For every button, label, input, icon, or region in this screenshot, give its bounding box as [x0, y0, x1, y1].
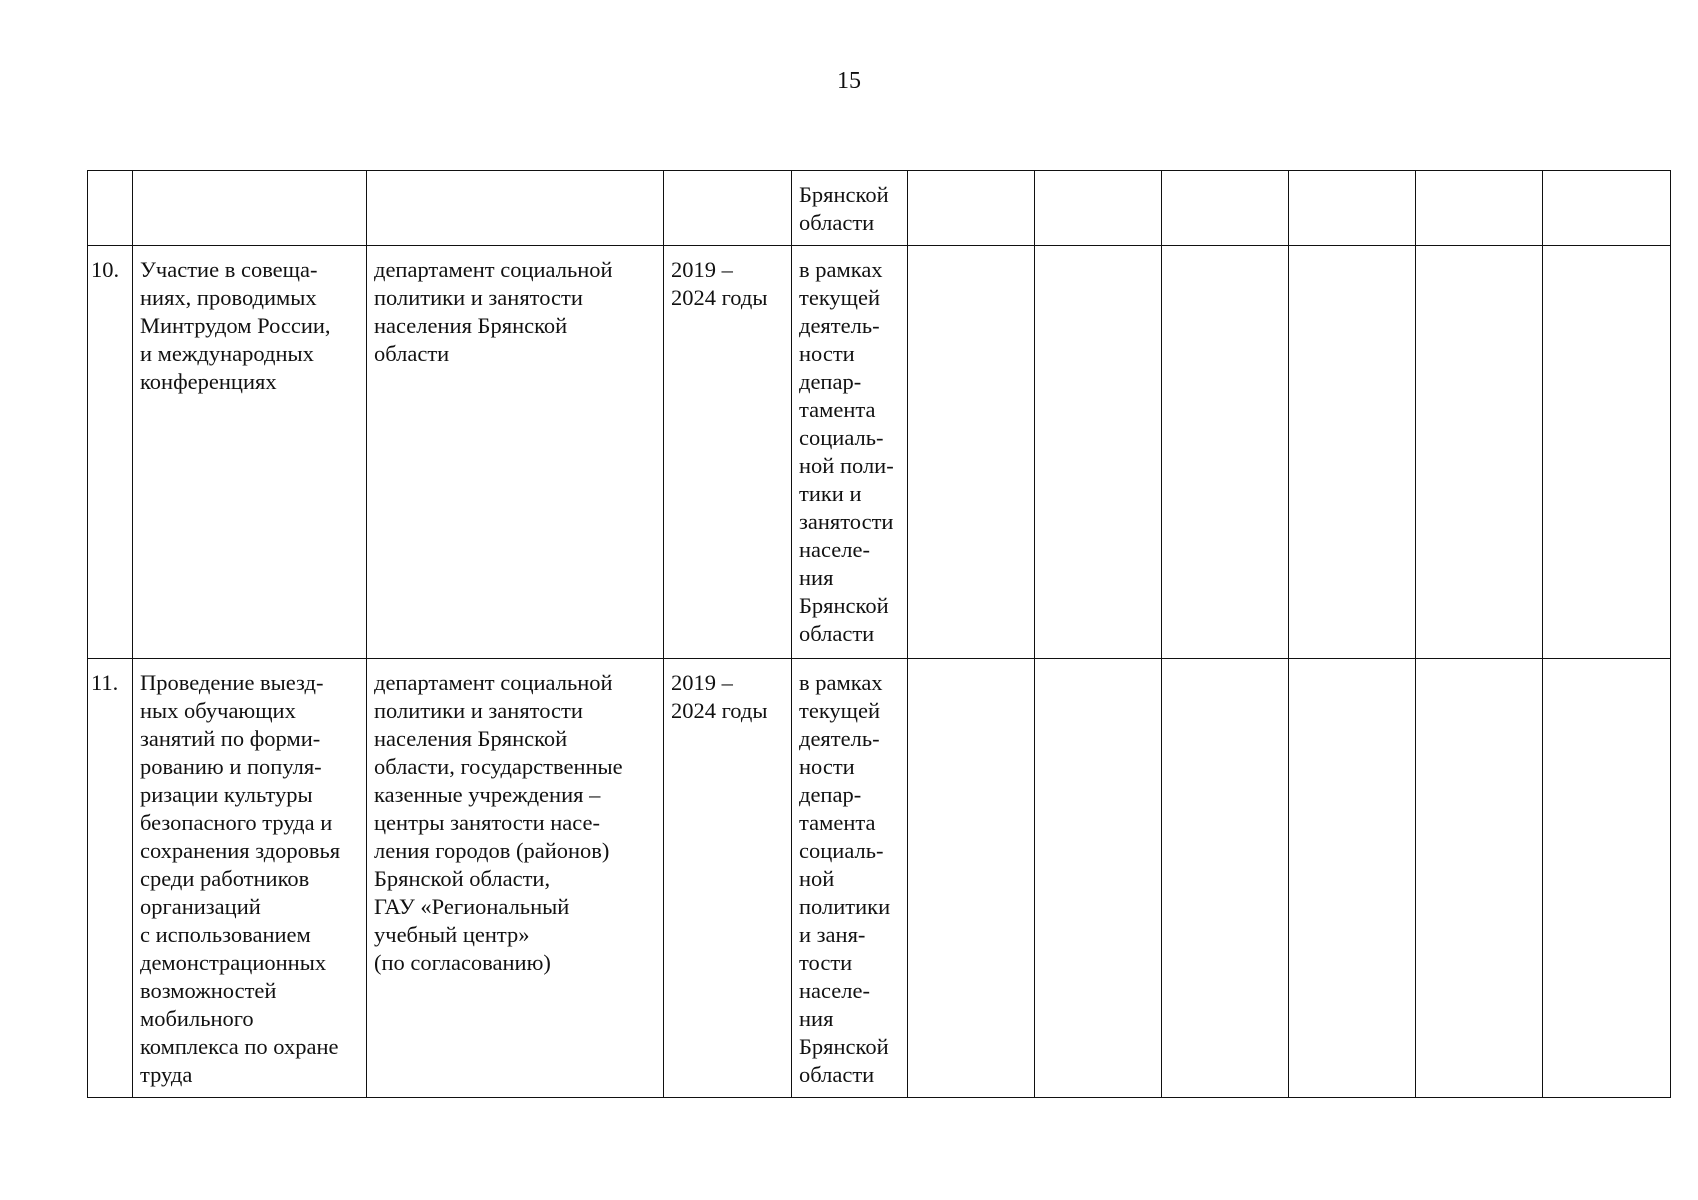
empty-cell	[908, 171, 1035, 246]
empty-cell	[1543, 659, 1671, 1098]
empty-cell	[1543, 171, 1671, 246]
period-cell: 2019 – 2024 годы	[664, 659, 792, 1098]
empty-cell	[1035, 171, 1162, 246]
funding-cell: в рамках текущей деятель- ности депар- тамента социаль- ной поли- тики и занятости населе- ния Брянской области	[792, 246, 908, 659]
empty-cell	[908, 246, 1035, 659]
executor-cell	[367, 171, 664, 246]
empty-cell	[1289, 659, 1416, 1098]
empty-cell	[1162, 246, 1289, 659]
empty-cell	[1035, 659, 1162, 1098]
action-cell: Проведение выезд- ных обучающих занятий по форми- рованию и популя- ризации культуры безопасного труда и сохранения здоровья среди работников организаций с использованием демонстрационных возможностей мобильного комплекса по охране труда	[133, 659, 367, 1098]
executor-cell: департамент социальной политики и занятости населения Брянской области	[367, 246, 664, 659]
table-row	[88, 246, 1671, 659]
action-cell: Участие в совеща- ниях, проводимых Минтрудом России, и международных конференциях	[133, 246, 367, 659]
empty-cell	[1162, 171, 1289, 246]
period-cell: 2019 – 2024 годы	[664, 246, 792, 659]
table-row	[88, 171, 1671, 246]
table-row	[88, 659, 1671, 1098]
empty-cell	[908, 659, 1035, 1098]
action-plan-table	[87, 170, 1671, 1098]
funding-cell: в рамках текущей деятель- ности депар- тамента социаль- ной политики и заня- тости населе- ния Брянской области	[792, 659, 908, 1098]
period-cell	[664, 171, 792, 246]
action-cell	[133, 171, 367, 246]
empty-cell	[1416, 246, 1543, 659]
empty-cell	[1162, 659, 1289, 1098]
empty-cell	[1416, 659, 1543, 1098]
funding-cell: Брянской области	[792, 171, 908, 246]
empty-cell	[1416, 171, 1543, 246]
row-number-cell	[88, 171, 133, 246]
executor-cell: департамент социальной политики и занятости населения Брянской области, государственные казенные учреждения – центры занятости насе- ления городов (районов) Брянской области, ГАУ «Региональный учебный центр» (по согласованию)	[367, 659, 664, 1098]
empty-cell	[1289, 171, 1416, 246]
page-number: 15	[837, 68, 861, 94]
empty-cell	[1543, 246, 1671, 659]
empty-cell	[1035, 246, 1162, 659]
row-number-cell: 11.	[88, 659, 133, 1098]
empty-cell	[1289, 246, 1416, 659]
row-number-cell: 10.	[88, 246, 133, 659]
